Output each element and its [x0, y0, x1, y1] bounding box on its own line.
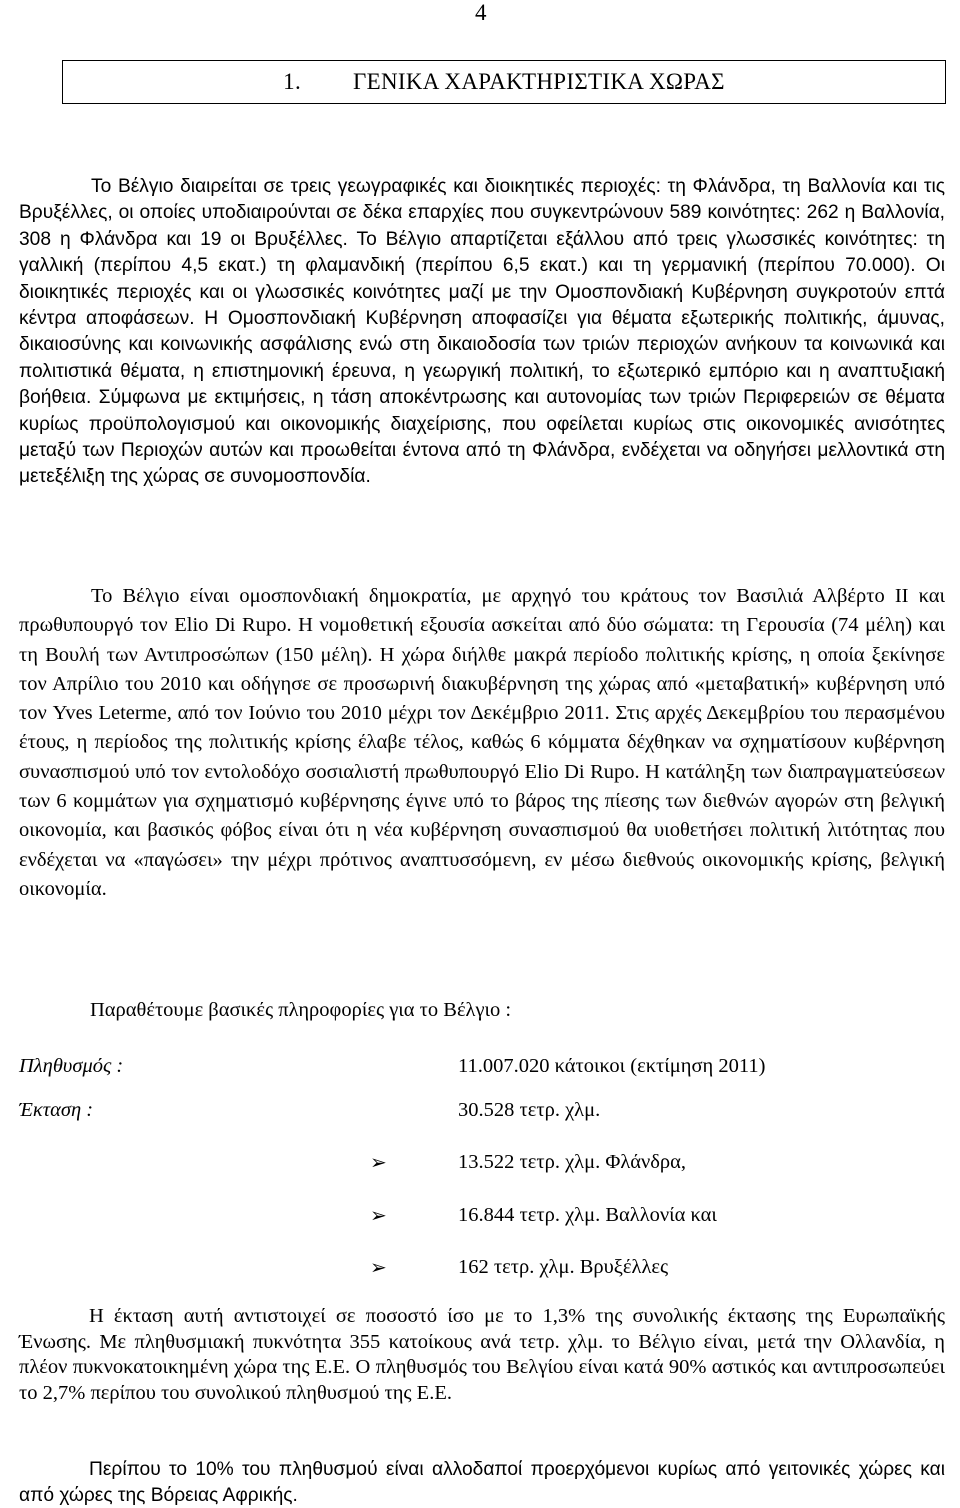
paragraph-government: Το Βέλγιο είναι ομοσπονδιακή δημοκρατία, με αρχηγό του κράτους τον Βασιλιά Αλβέρτο ΙΙ και πρωθυπουργό τον Elio Di Rupo. Η νομοθετική εξουσία ασκείται από δύο σώματα: τη Γερουσία (74 μέλη) και τη Βουλή των Αντιπροσώπων (150 μέλη). Η χώρα διήλθε μακρά περίοδο πολιτικής κρίσης, η οποία ξεκίνησε τον Απρίλιο του 2010 και οδήγησε σε προσωρινή διακυβέρνηση της χώρας από «μεταβατική» κυβέρνηση υπό τον Yves Leterme, από τον Ιούνιο του 2010 μέχρι τον Δεκέμβριο 2011. Στις αρχές Δεκεμβρίου του περασμένου έτους, η περίοδος της πολιτικής κρίσης έλαβε τέλος, καθώς 6 κόμματα δέχθηκαν να σχηματίσουν κυβέρνηση συνασπισμού υπό τον εντολοδόχο σοσιαλιστή πρωθυπουργό Elio Di Rupo. Η κατάληξη των διαπραγματεύσεων των 6 κομμάτων για σχηματισμό κυβέρνησης έγινε υπό το βάρος της πίεσης των διεθνών αγορών στη βελγική οικονομία, και βασικός φόβος είναι ότι η νέα κυβέρνηση συνασπισμού θα υιοθετήσει πολιτική λιτότητας που ενδέχεται να «παγώσει» την μέχρι πρότινος αναπτυσσόμενη, εν μέσω διεθνούς οικονομικής κρίσης, βελγική οικονομία. [19, 585, 945, 900]
paragraph-density: Η έκταση αυτή αντιστοιχεί σε ποσοστό ίσο με το 1,3% της συνολικής έκτασης της Ευρωπαϊκής Ένωσης. Με πληθυσμιακή πυκνότητα 355 κατοίκους ανά τετρ. χλμ. το Βέλγιο είναι, μετά την Ολλανδία, η πλέον πυκνοκατοικημένη χώρα της Ε.Ε. Ο πληθυσμός του Βελγίου είναι κατά 90% αστικός και αντιπροσωπεύει το 2,7% περίπου του συνολικού πληθυσμού της Ε.Ε. [19, 1305, 945, 1404]
region-area-brussels: 162 τετρ. χλμ. Βρυξέλλες [458, 1256, 669, 1278]
arrow-bullet-icon: ➢ [370, 1203, 387, 1227]
region-area-wallonia: 16.844 τετρ. χλμ. Βαλλονία και [458, 1204, 717, 1226]
arrow-bullet-icon: ➢ [370, 1255, 387, 1279]
section-number: 1. [283, 69, 301, 94]
section-heading [62, 60, 946, 104]
area-label: Έκταση : [19, 1099, 94, 1121]
area-value: 30.528 τετρ. χλμ. [458, 1099, 601, 1121]
arrow-bullet-icon: ➢ [370, 1150, 387, 1174]
facts-intro: Παραθέτουμε βασικές πληροφορίες για το Βέλγιο : [90, 999, 512, 1021]
page-number: 4 [475, 0, 487, 25]
paragraph-regions: Το Βέλγιο διαιρείται σε τρεις γεωγραφικές και διοικητικές περιοχές: τη Φλάνδρα, τη Βαλλονία και τις Βρυξέλλες, οι οποίες υποδιαιρούνται σε δέκα επαρχίες που συγκεντρώνουν 589 κοινότητες: 262 η Βαλλονία, 308 η Φλάνδρα και 19 οι Βρυξέλλες. Το Βέλγιο απαρτίζεται εξάλλου από τρεις γλωσσικές κοινότητες: τη γαλλική (περίπου 4,5 εκατ.) τη φλαμανδική (περίπου 6,5 εκατ.) και τη γερμανική (περίπου 70.000). Οι διοικητικές περιοχές και οι γλωσσικές κοινότητες μαζί με την Ομοσπονδιακή Κυβέρνηση συγκροτούν επτά κέντρα αποφάσεων. Η Ομοσπονδιακή Κυβέρνηση αποφασίζει για θέματα εξωτερικής πολιτικής, άμυνας, δικαιοσύνης και κοινωνικής ασφάλισης ενώ στη δικαιοδοσία των τριών περιοχών ανήκουν τα κοινωνικά και πολιτιστικά θέματα, η επιστημονική έρευνα, η γεωργική πολιτική, το εξωτερικό εμπόριο και η αναπτυξιακή βοήθεια. Σύμφωνα με εκτιμήσεις, η τάση αποκέντρωσης και αυτονομίας των τριών Περιφερειών σε θέματα κυρίως προϋπολογισμού και οικονομικής διαχείρισης, που οφείλεται κυρίως στις οικονομικές ανισότητες μεταξύ των Περιοχών αυτών και προωθείται έντονα από τη Φλάνδρα, ενδέχεται να οδηγήσει μελλοντικά στη μετεξέλιξη της χώρας σε συνομοσπονδία. [19, 176, 945, 488]
region-area-flanders: 13.522 τετρ. χλμ. Φλάνδρα, [458, 1151, 687, 1173]
population-value: 11.007.020 κάτοικοι (εκτίμηση 2011) [458, 1055, 766, 1077]
paragraph-foreigners: Περίπου το 10% του πληθυσμού είναι αλλοδαποί προερχόμενοι κυρίως από γειτονικές χώρες και από χώρες της Βόρειας Αφρικής. [19, 1459, 945, 1506]
population-label: Πληθυσμός : [19, 1055, 124, 1077]
section-title: ΓΕΝΙΚΑ ΧΑΡΑΚΤΗΡΙΣΤΙΚΑ ΧΩΡΑΣ [353, 69, 725, 94]
